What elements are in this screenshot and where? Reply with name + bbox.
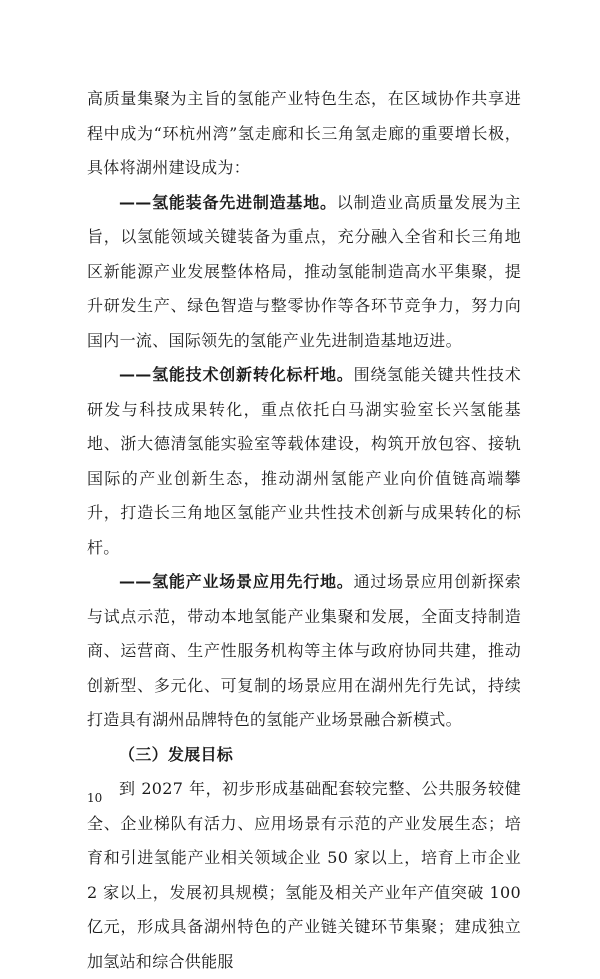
goal-item-text: 围绕氢能关键共性技术研发与科技成果转化，重点依托白马湖实验室长兴氢能基地、浙大德清氢能实验室等载体建设，构筑开放包容、接轨国际的产业创新生态，推动湖州氢能产业向价值链高端攀升，打造长三角地区氢能产业共性技术创新与成果转化的标杆。 <box>87 365 521 557</box>
page-number: 10 <box>87 791 103 805</box>
goal-item-manufacturing-base <box>87 186 521 359</box>
goal-item-application-pilot <box>87 565 521 738</box>
goal-item-lead: ——氢能产业场景应用先行地。 <box>119 572 354 591</box>
goal-item-text: 通过场景应用创新探索与试点示范，带动本地氢能产业集聚和发展，全面支持制造商、运营商、生产性服务机构等主体与政府协同共建，推动创新型、多元化、可复制的场景应用在湖州先行先试，持续打造具有湖州品牌特色的氢能产业场景融合新模式。 <box>87 572 521 729</box>
development-goals-paragraph: 到 2027 年，初步形成基础配套较完整、公共服务较健全、企业梯队有活力、应用场景有示范的产业发展生态；培育和引进氢能产业相关领域企业 50 家以上，培育上市企业 2 家以上，发展初具规模；氢能及相关产业年产值突破 100 亿元，形成具备湖州特色的产业链关键环节集聚；建成独立加氢站和综合供能服 <box>87 779 521 971</box>
goal-item-innovation-benchmark <box>87 358 521 565</box>
goal-item-lead: ——氢能装备先进制造基地。 <box>119 192 337 212</box>
page-body <box>87 82 521 979</box>
intro-paragraph: 高质量集聚为主旨的氢能产业特色生态，在区域协作共享进程中成为“环杭州湾”氢走廊和长三角氢走廊的重要增长极，具体将湖州建设成为： <box>87 89 521 177</box>
section-heading: （三）发展目标 <box>119 744 234 764</box>
goal-item-text: 以制造业高质量发展为主旨，以氢能领域关键装备为重点，充分融入全省和长三角地区新能源产业发展整体格局，推动氢能制造高水平集聚，提升研发生产、绿色智造与整零协作等各环节竞争力，努力向国内一流、国际领先的氢能产业先进制造基地迈进。 <box>87 192 521 350</box>
goal-item-lead: ——氢能技术创新转化标杆地。 <box>119 365 354 384</box>
